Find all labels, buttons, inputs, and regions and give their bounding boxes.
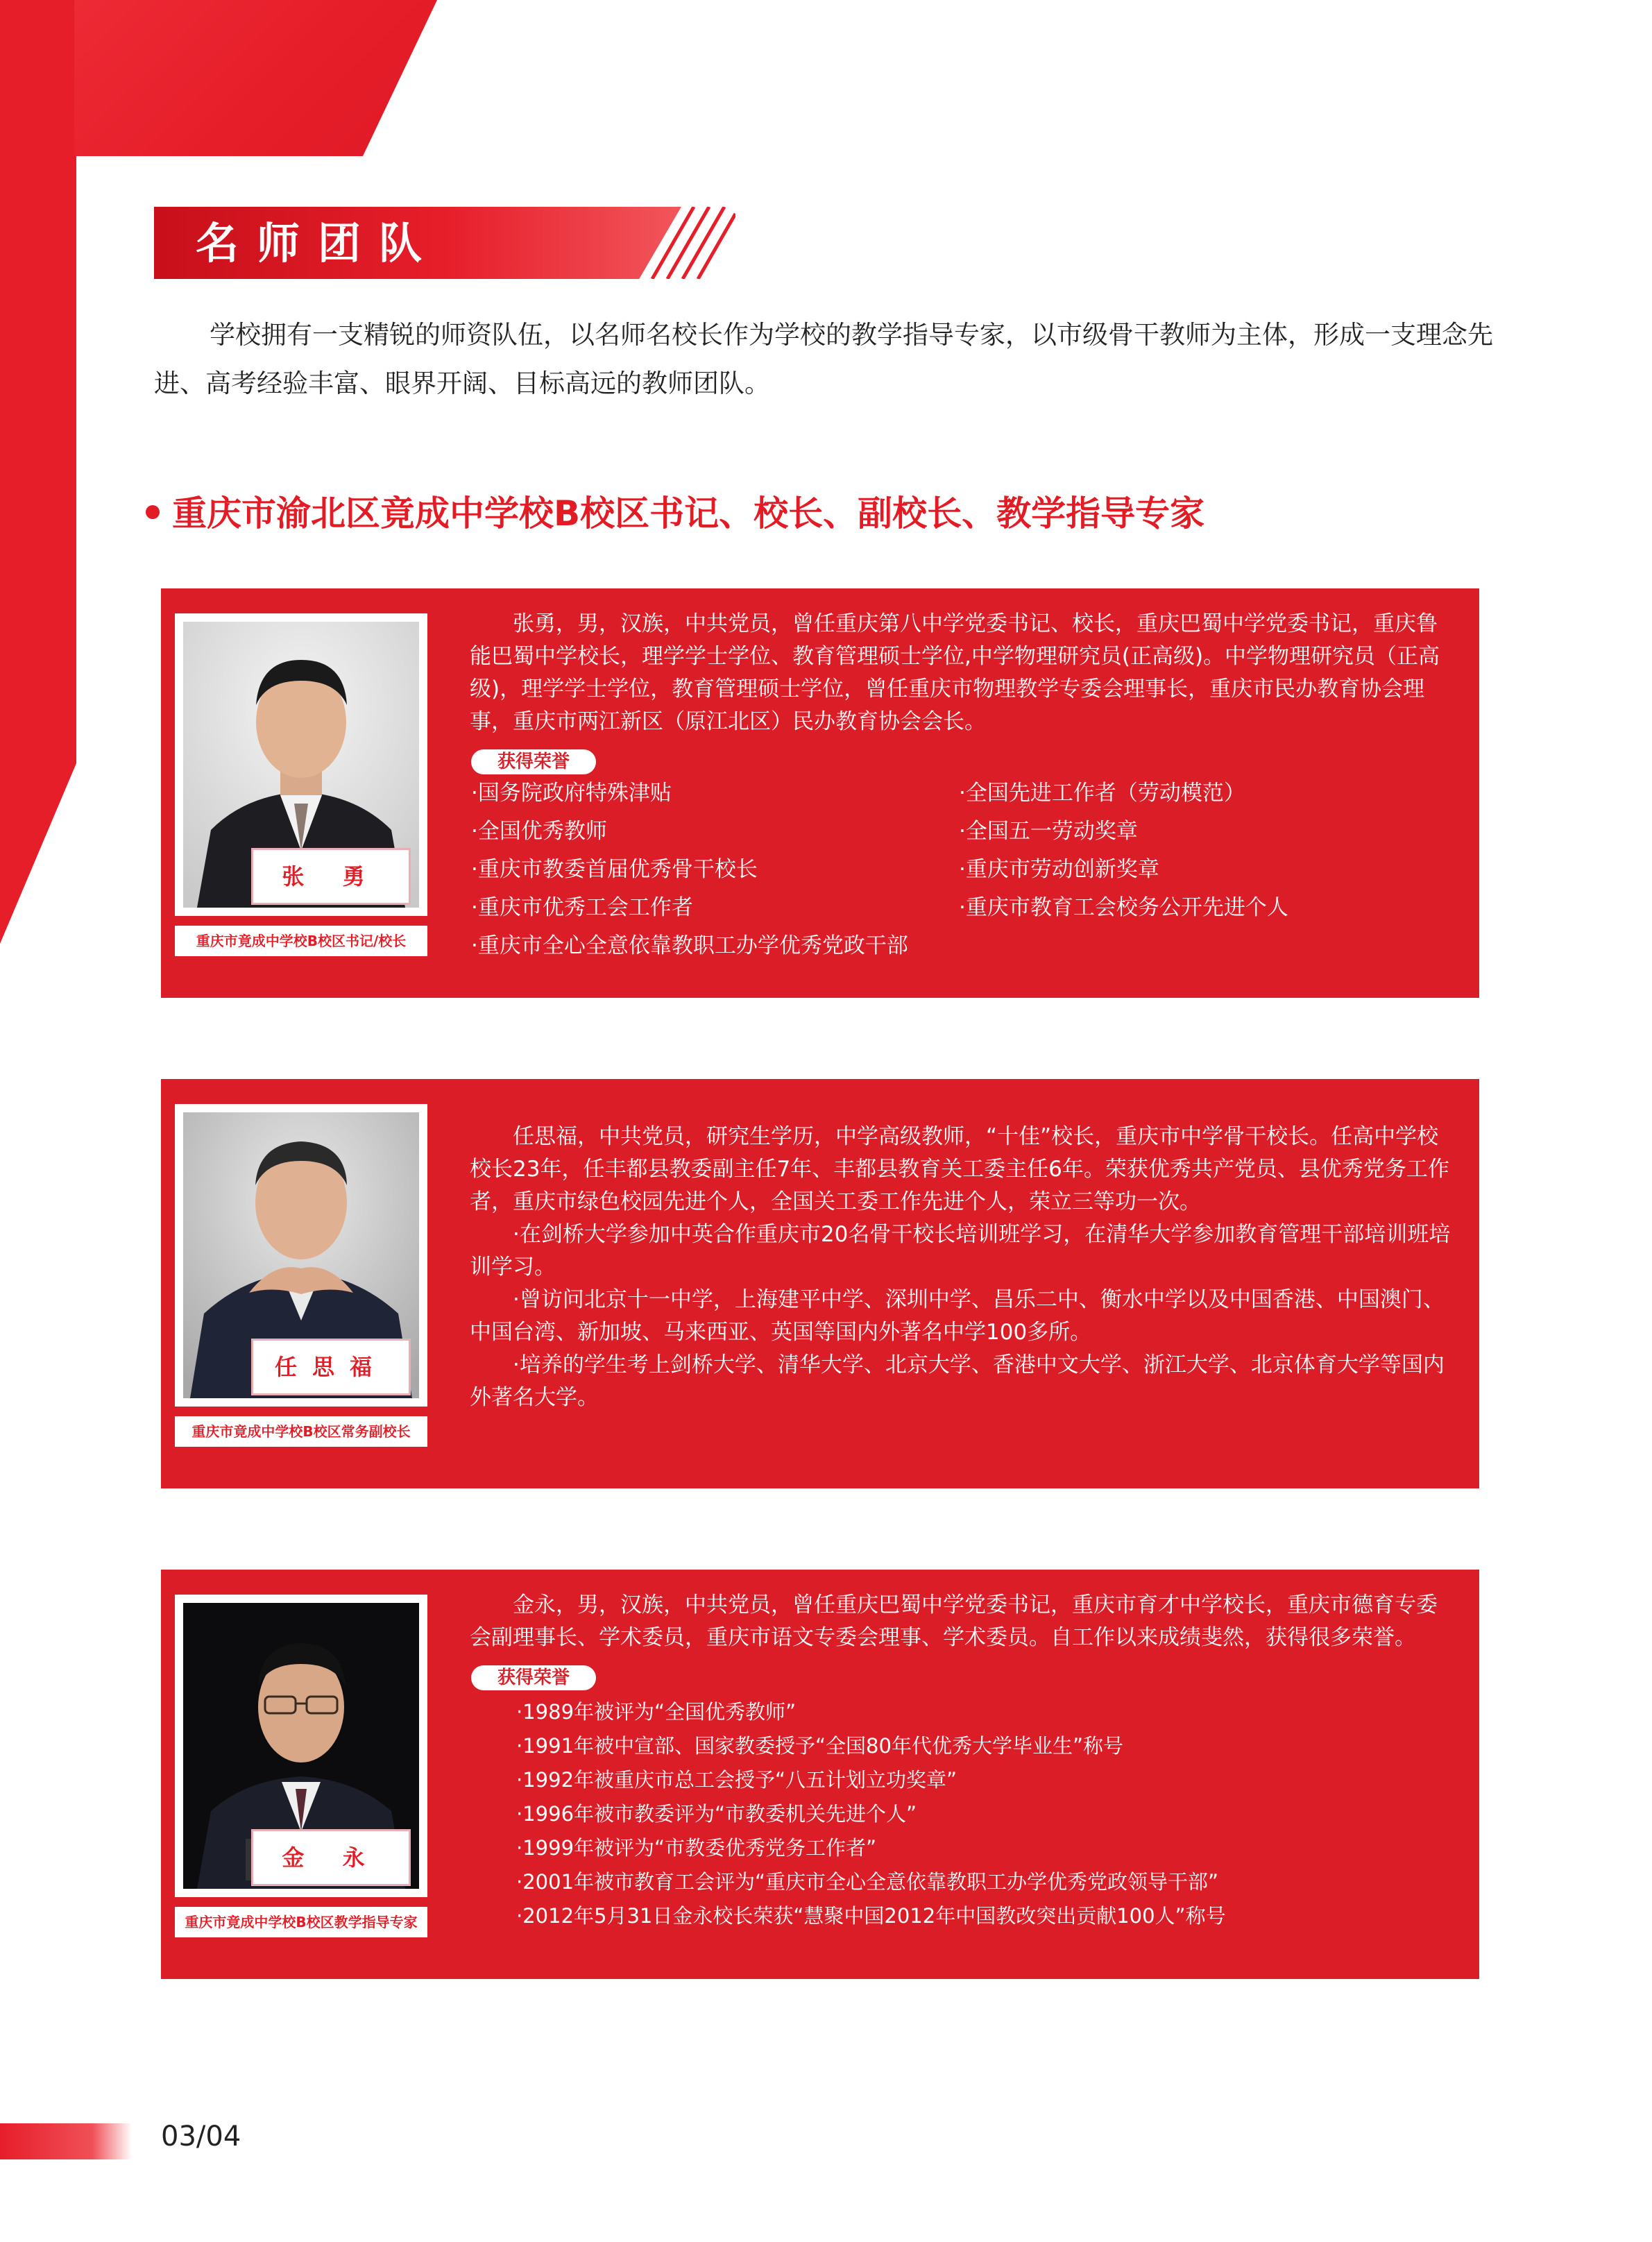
page-number: 03/04 <box>161 2121 241 2152</box>
banner-stripes-decoration <box>645 207 735 279</box>
honor-item: ·1996年被市教委评为“市教委机关先进个人” <box>516 1802 917 1826</box>
bio-paragraph: 张勇，男，汉族，中共党员，曾任重庆第八中学党委书记、校长，重庆巴蜀中学党委书记，重庆鲁能巴蜀中学校长，理学学士学位、教育管理硕士学位,中学物理研究员(正高级)。中学物理研究员（正高级)，理学学士学位，教育管理硕士学位，曾任重庆市物理教学专委会理事长，重庆市民办教育协会理事，重庆市两江新区（原江北区）民办教育协会会长。 <box>470 611 1440 734</box>
bio-paragraph: ·培养的学生考上剑桥大学、清华大学、北京大学、香港中文大学、浙江大学、北京体育大学等国内外著名大学。 <box>470 1352 1445 1410</box>
teacher-name-box: 张 勇 <box>251 848 411 905</box>
honors-label: 获得荣誉 <box>471 749 596 774</box>
honor-item: ·2012年5月31日金永校长荣获“慧聚中国2012年中国教改突出贡献100人”称号 <box>516 1904 1226 1928</box>
honor-item: ·国务院政府特殊津贴 <box>471 781 672 806</box>
teacher-name-box: 金 永 <box>251 1829 411 1886</box>
honor-item: ·全国先进工作者（劳动模范） <box>959 781 1245 806</box>
honor-item: ·重庆市劳动创新奖章 <box>959 857 1159 882</box>
honor-item: ·1989年被评为“全国优秀教师” <box>516 1700 797 1724</box>
teacher-bio <box>470 1589 1458 1654</box>
honor-item: ·1991年被中宣部、国家教委授予“全国80年代优秀大学毕业生”称号 <box>516 1734 1123 1758</box>
intro-paragraph <box>154 311 1514 408</box>
photo-frame <box>175 1104 427 1407</box>
bio-paragraph: ·曾访问北京十一中学，上海建平中学、深圳中学、昌乐二中、衡水中学以及中国香港、中国澳门、中国台湾、新加坡、马来西亚、英国等国内外著名中学100多所。 <box>470 1287 1445 1345</box>
photo-frame <box>175 1595 427 1897</box>
honors-list <box>471 774 1456 983</box>
subheading <box>146 486 1204 536</box>
subheading-text: 重庆市渝北区竟成中学校B校区书记、校长、副校长、教学指导专家 <box>172 493 1205 534</box>
bio-paragraph: ·在剑桥大学参加中英合作重庆市20名骨干校长培训班学习，在清华大学参加教育管理干部培训班培训学习。 <box>470 1222 1451 1280</box>
bio-paragraph: 任思福，中共党员，研究生学历，中学高级教师，“十佳”校长，重庆市中学骨干校长。任高中学校校长23年，任丰都县教委副主任7年、丰都县教育关工委主任6年。荣获优秀共产党员、县优秀党务工作者，重庆市绿色校园先进个人，全国关工委工作先进个人，荣立三等功一次。 <box>470 1124 1449 1214</box>
honor-item: ·重庆市优秀工会工作者 <box>471 895 693 920</box>
honor-item: ·重庆市教育工会校务公开先进个人 <box>959 895 1288 920</box>
photo-frame <box>175 613 427 916</box>
honor-item: ·2001年被市教育工会评为“重庆市全心全意依靠教职工办学优秀党政领导干部” <box>516 1870 1219 1894</box>
section-title: 名师团队 <box>196 218 441 269</box>
honors-label: 获得荣誉 <box>471 1665 596 1690</box>
honor-item: ·重庆市全心全意依靠教职工办学优秀党政干部 <box>471 933 908 958</box>
teacher-card-jin-yong <box>161 1570 1479 1979</box>
bio-paragraph: 金永，男，汉族，中共党员，曾任重庆巴蜀中学党委书记，重庆市育才中学校长，重庆市德育专委会副理事长、学术委员，重庆市语文专委会理事、学术委员。自工作以来成绩斐然，获得很多荣誉。 <box>470 1593 1438 1650</box>
intro-text: 学校拥有一支精锐的师资队伍，以名师名校长作为学校的教学指导专家，以市级骨干教师为主体，形成一支理念先进、高考经验丰富、眼界开阔、目标高远的教师团队。 <box>154 320 1493 398</box>
teacher-title-caption: 重庆市竟成中学校B校区书记/校长 <box>175 926 427 956</box>
honor-item: ·1999年被评为“市教委优秀党务工作者” <box>516 1836 877 1860</box>
footer-red-bar <box>0 2123 132 2159</box>
teacher-bio <box>470 1121 1458 1414</box>
honors-list <box>516 1693 1460 1971</box>
bullet-dot-icon <box>146 505 160 519</box>
teacher-card-ren-sifu <box>161 1079 1479 1488</box>
honor-item: ·全国优秀教师 <box>471 819 607 844</box>
teacher-title-caption: 重庆市竟成中学校B校区常务副校长 <box>175 1416 427 1447</box>
teacher-bio <box>470 608 1458 738</box>
honor-item: ·全国五一劳动奖章 <box>959 819 1138 844</box>
teacher-title-caption: 重庆市竟成中学校B校区教学指导专家 <box>175 1907 427 1937</box>
honor-item: ·1992年被重庆市总工会授予“八五计划立功奖章” <box>516 1768 957 1792</box>
teacher-name-box: 任思福 <box>251 1339 411 1395</box>
honor-item: ·重庆市教委首届优秀骨干校长 <box>471 857 758 882</box>
teacher-card-zhang-yong <box>161 588 1479 998</box>
